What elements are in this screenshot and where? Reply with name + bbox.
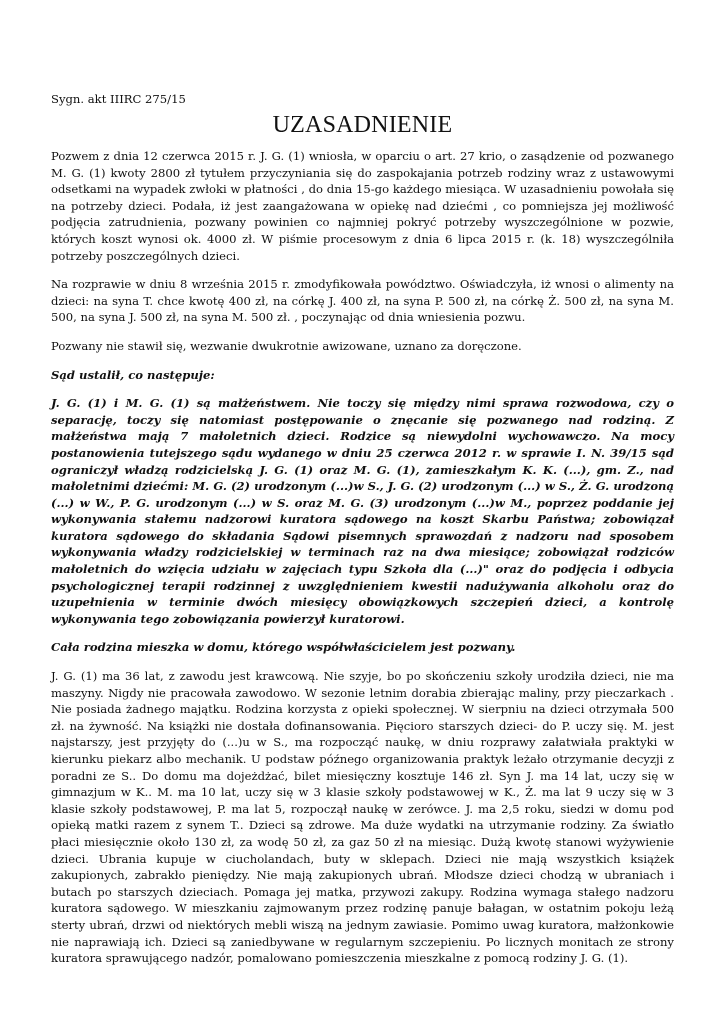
document-title: UZASADNIENIE xyxy=(272,112,453,138)
paragraph-hearing: Na rozprawie w dniu 8 września 2015 r. zmodyfikowała powództwo. Oświadczyła, iż wnosi o alimenty na dzieci: na syna T. chce kwotę 400 zł, na córkę J. 400 zł, na syna P. 500 zł, na córkę Ż. 500 zł, na syna M. 500, na syna J. 500 zł, na syna M. 500 zł. , poczynając od dnia wniesienia pozwu. xyxy=(51,277,674,325)
paragraph-marriage-facts: J. G. (1) i M. G. (1) są małżeństwem. Nie toczy się między nimi sprawa rozwodowa, czy o separację, toczy się natomiast postępowanie o znęcanie się pozwanego nad rodziną. Z małżeństwa mają 7 małoletnich dzieci. Rodzice są niewydolni wychowawczo. Na mocy postanowienia tutejszego sądu wydanego w dniu 25 czerwca 2012 r. w sprawie I. N. 39/15 sąd ograniczył władzą rodzicielską J. G. (1) oraz M. G. (1), zamieszkałym K. K. (...), gm. Z., nad małoletnimi dziećmi: M. G. (2) urodzonym (...)w S., J. G. (2) urodzonym (...) w S., Ż. G. urodzoną (...) w W., P. G. urodzonym (...) w S. oraz M. G. (3) urodzonym (...)w M., poprzez poddanie jej wykonywania stałemu nadzorowi kuratora sądowego na koszt Skarbu Państwa; zobowiązał kuratora sądowego do składania Sądowi pisemnych sprawozdań z nadzoru nad sposobem wykonywania władzy rodzicielskiej w terminach raz na dwa miesiące; zobowiązał rodziców małoletnich do wzięcia udziału w zajęciach typu Szkoła dla (...)" oraz do podjęcia i odbycia psychologicznej terapii rodzinnej z uwzględnieniem kwestii nadużywania alkoholu oraz do uzupełnienia w terminie dwóch miesięcy obowiązkowych szczepień dzieci, a kontrolę wykonywania tego zobowiązania powierzył kuratorowi. xyxy=(51,396,674,626)
paragraph-court-findings-heading: Sąd ustalił, co następuje: xyxy=(51,367,215,382)
paragraph-family-residence: Cała rodzina mieszka w domu, którego współwłaścicielem jest pozwany. xyxy=(51,640,516,655)
paragraph-claim: Pozwem z dnia 12 czerwca 2015 r. J. G. (1) wniosła, w oparciu o art. 27 krio, o zasądzenie od pozwanego M. G. (1) kwoty 2800 zł tytułem przyczyniania się do zaspokajania potrzeb rodziny wraz z ustawowymi odsetkami na wypadek zwłoki w płatności , do dnia 15-go każdego miesiąca. W uzasadnieniu powołała się na potrzeby dzieci. Podała, iż jest zaangażowana w opiekę nad dziećmi , co pomniejsza jej możliwość podjęcia zatrudnienia, pozwany powinien co najmniej pokryć potrzeby wyszczególnione w pozwie, których koszt wynosi ok. 4000 zł. W piśmie procesowym z dnia 6 lipca 2015 r. (k. 18) wyszczególniła potrzeby poszczególnych dzieci. xyxy=(51,149,674,263)
paragraph-mother-situation: J. G. (1) ma 36 lat, z zawodu jest krawcową. Nie szyje, bo po skończeniu szkoły urodziła dzieci, nie ma maszyny. Nigdy nie pracowała zawodowo. W sezonie letnim dorabia zbierając maliny, przy pieczarkach . Nie posiada żadnego majątku. Rodzina korzysta z opieki społecznej. W sierpniu na dzieci otrzymała 500 zł. na żywność. Na książki nie dostała dofinansowania. Pięcioro starszych dzieci- do P. uczy się. M. jest najstarszy, jest przyjęty do (...)u w S., ma rozpocząć naukę, w dniu rozprawy załatwiała praktyki w kierunku piekarz albo mechanik. U podstaw późnego organizowania praktyk leżało otrzymanie decyzji z poradni ze S.. Do domu ma dojeżdżać, bilet miesięczny kosztuje 146 zł. Syn J. ma 14 lat, uczy się w gimnazjum w K.. M. ma 10 lat, uczy się w 3 klasie szkoły podstawowej w K., Ż. ma lat 9 uczy się w 3 klasie szkoły podstawowej, P. ma lat 5, rozpoczął naukę w zerówce. J. ma 2,5 roku, siedzi w domu pod opieką matki razem z synem T.. Dzieci są zdrowe. Ma duże wydatki na utrzymanie rodziny. Za światło płaci miesięcznie około 130 zł, za wodę 50 zł, za gaz 50 zł na miesiąc. Dużą kwotę stanowi wyżywienie dzieci. Ubrania kupuje w ciucholandach, buty w sklepach. Dzieci nie mają wszystkich książek zakupionych, zabrakło pieniędzy. Nie mają zakupionych ubrań. Młodsze dzieci chodzą w ubraniach i butach po starszych dzieciach. Pomaga jej matka, przywozi zakupy. Rodzina wymaga stałego nadzoru kuratora sądowego. W mieszkaniu zajmowanym przez rodzinę panuje bałagan, w ostatnim pokoju leżą sterty ubrań, drzwi od niektórych mebli wiszą na jednym zawiasie. Pomimo uwag kuratora, małżonkowie nie naprawiają ich. Dzieci są zaniedbywane w regularnym szczepieniu. Po licznych monitach ze strony kuratora sprawującego nadzór, pomalowano pomieszczenia mieszkalne z pomocą rodziny J. G. (1). xyxy=(51,669,674,966)
case-signature: Sygn. akt IIIRC 275/15 xyxy=(51,92,186,106)
paragraph-defendant-absent: Pozwany nie stawił się, wezwanie dwukrotnie awizowane, uznano za doręczone. xyxy=(51,338,522,353)
